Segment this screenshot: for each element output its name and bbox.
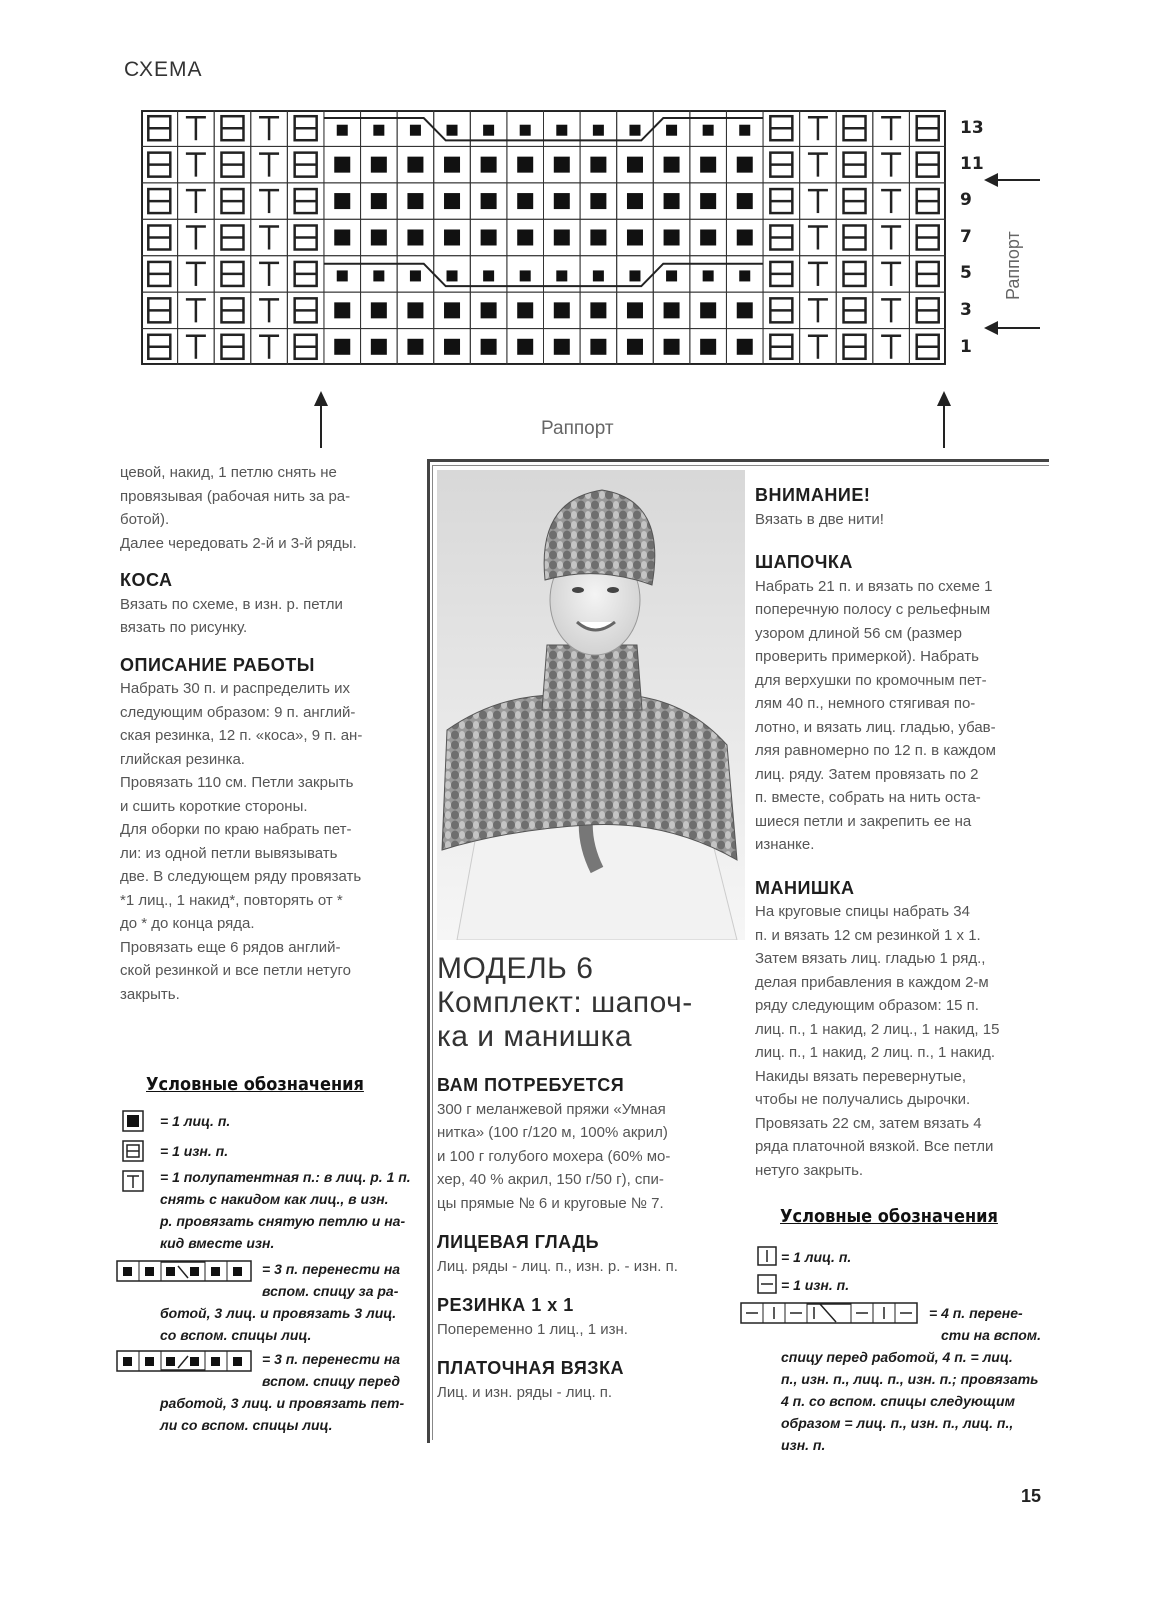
legend-cable-line: = 4 п. перене-	[929, 1305, 1023, 1321]
legend-tuck-line: = 1 полупатентная п.: в лиц. р. 1 п.	[160, 1169, 411, 1185]
left-arrow-icon	[982, 318, 1042, 338]
kosa-line: Вязать по схеме, в изн. р. петли	[120, 595, 343, 613]
knit-symbol	[334, 157, 350, 173]
page-number: 15	[1021, 1486, 1042, 1506]
knit-symbol	[666, 125, 677, 136]
knit-symbol	[371, 339, 387, 355]
knit-symbol	[371, 193, 387, 209]
text-line: ляя равномерно по 12 п. в каждом	[755, 742, 996, 759]
needs-line: хер, 40 % акрил, 150 г/50 г), спи-	[437, 1171, 664, 1188]
knit-symbol	[629, 270, 640, 281]
knit-symbol	[737, 157, 753, 173]
knit-symbol	[407, 193, 423, 209]
knit-symbol	[444, 339, 460, 355]
knit-symbol	[373, 125, 384, 136]
knit-symbol	[629, 125, 640, 136]
knit-symbol	[371, 230, 387, 246]
frame-line	[427, 459, 430, 1443]
garter-heading: ПЛАТОЧНАЯ ВЯЗКА	[437, 1358, 625, 1378]
knit-symbol	[373, 270, 384, 281]
text-line: Затем вязать лиц. гладью 1 ряд.,	[755, 950, 986, 967]
legend-purl-text: = 1 изн. п.	[160, 1143, 229, 1159]
text-line: глийская резинка.	[120, 750, 245, 768]
knit-symbol	[737, 302, 753, 318]
knit-symbol	[444, 302, 460, 318]
legend-cable-line: образом = лиц. п., изн. п., лиц. п.,	[781, 1415, 1014, 1431]
legend-tuck-line: кид вместе изн.	[160, 1235, 275, 1251]
knit-symbol	[481, 230, 497, 246]
text-line: лотно, и вязать лиц. гладью, убав-	[755, 718, 996, 736]
knit-symbol	[371, 302, 387, 318]
knit-symbol	[337, 125, 348, 136]
row-number: 7	[960, 227, 972, 247]
attention-heading: ВНИМАНИЕ!	[755, 485, 871, 505]
legend-cable-line: сти на вспом.	[941, 1327, 1042, 1343]
legend-purl-text: = 1 изн. п.	[781, 1277, 850, 1293]
text-line: до * до конца ряда.	[120, 915, 255, 932]
text-line: изнанке.	[755, 836, 815, 853]
row-number: 9	[960, 190, 972, 210]
text-line: лям 40 п., немного стягивая по-	[755, 695, 976, 712]
text-line: закрыть.	[120, 985, 180, 1003]
text-line: ской резинкой и все петли нетуго	[120, 962, 351, 979]
text-line: чтобы не получались дырочки.	[755, 1091, 971, 1108]
knit-symbol	[590, 339, 606, 355]
legend-cable-back-line: со вспом. спицы лиц.	[160, 1327, 312, 1343]
legend-cable-front-line: = 3 п. перенести на	[262, 1351, 401, 1367]
knit-symbol	[703, 125, 714, 136]
needs-heading: ВАМ ПОТРЕБУЕТСЯ	[437, 1075, 625, 1095]
knit-symbol	[481, 339, 497, 355]
text-line: лиц. п., 1 накид, 2 лиц., 1 накид, 15	[755, 1020, 1000, 1038]
hat-text	[755, 575, 1047, 857]
text-line: следующим образом: 9 п. англий-	[120, 703, 356, 721]
knit-symbol	[593, 270, 604, 281]
text-line: п. и вязать 12 см резинкой 1 х 1.	[755, 926, 981, 944]
knit-symbol	[590, 157, 606, 173]
legend-tuck-line: р. провязать снятую петлю и на-	[160, 1213, 406, 1229]
legend-tuck	[160, 1166, 420, 1254]
knit-symbol	[554, 193, 570, 209]
intro-line: Далее чередовать 2-й и 3-й ряды.	[120, 534, 357, 552]
knit-symbol	[627, 302, 643, 318]
up-arrow-icon	[934, 390, 954, 450]
knit-symbol	[444, 193, 460, 209]
knit-symbol	[627, 230, 643, 246]
left-arrow-icon	[982, 170, 1042, 190]
knit-symbol	[556, 125, 567, 136]
text-line: ряда платочной вязкой. Все петли	[755, 1138, 994, 1155]
knit-symbol	[410, 125, 421, 136]
knit-symbol	[664, 193, 680, 209]
legend-cable-front-line: ли со вспом. спицы лиц.	[160, 1417, 333, 1433]
knit-symbol	[517, 157, 533, 173]
intro-line: провязывая (рабочая нить за ра-	[120, 487, 351, 505]
row-number: 1	[960, 337, 972, 357]
legend-cable-line: 4 п. со вспом. спицы следующим	[781, 1393, 1015, 1409]
knit-symbol	[554, 157, 570, 173]
legend-cable	[781, 1302, 1047, 1456]
knit-symbol	[444, 230, 460, 246]
right-column	[755, 484, 1047, 1182]
frame-line	[427, 459, 1049, 462]
model-title	[437, 952, 742, 1054]
knit-symbol	[444, 157, 460, 173]
legend-cable-back-line: ботой, 3 лиц. и провязать 3 лиц.	[160, 1305, 397, 1321]
rapport-vertical-label: Раппорт	[1003, 231, 1023, 300]
work-heading: ОПИСАНИЕ РАБОТЫ	[120, 654, 315, 675]
garter-text: Лиц. и изн. ряды - лиц. п.	[437, 1383, 613, 1401]
legend-cable-line: п., изн. п., лиц. п., изн. п.; провязать	[781, 1371, 1039, 1387]
dickey-heading: МАНИШКА	[755, 877, 855, 898]
rib-text: Попеременно 1 лиц., 1 изн.	[437, 1320, 628, 1338]
legend-cable-line: изн. п.	[781, 1437, 826, 1453]
knit-symbol	[590, 193, 606, 209]
rib-heading: РЕЗИНКА 1 х 1	[437, 1295, 574, 1315]
text-line: и сшить короткие стороны.	[120, 797, 308, 815]
knit-symbol	[334, 302, 350, 318]
knit-symbol	[590, 230, 606, 246]
knit-symbol	[481, 193, 497, 209]
model-number: МОДЕЛЬ 6	[437, 952, 594, 985]
kosa-line: вязать по рисунку.	[120, 619, 248, 636]
text-line: Провязать 22 см, затем вязать 4	[755, 1114, 982, 1132]
knit-symbol	[737, 230, 753, 246]
text-line: поперечную полосу с рельефным	[755, 601, 991, 618]
row-number: 5	[960, 263, 972, 283]
legend-cable-front	[160, 1348, 410, 1436]
knit-symbol	[483, 270, 494, 281]
knit-symbol	[517, 339, 533, 355]
knit-symbol	[334, 193, 350, 209]
knit-symbol	[666, 270, 677, 281]
knit-symbol	[407, 302, 423, 318]
needs-line: и 100 г голубого мохера (60% мо-	[437, 1147, 671, 1165]
knit-symbol	[410, 270, 421, 281]
legend-cable-back	[160, 1258, 410, 1346]
left-column	[120, 461, 410, 1006]
knit-symbol	[334, 339, 350, 355]
text-line: Провязать 110 см. Петли закрыть	[120, 774, 354, 791]
work-text	[120, 677, 410, 1006]
dickey-text	[755, 900, 1047, 1182]
purl-stitch-icon	[122, 1140, 144, 1162]
knit-symbol	[517, 193, 533, 209]
knit-symbol	[517, 230, 533, 246]
intro-line: ботой).	[120, 511, 170, 528]
row-number: 11	[960, 154, 984, 174]
knit-symbol	[590, 302, 606, 318]
knit-symbol	[739, 270, 750, 281]
knit-symbol	[700, 230, 716, 246]
text-line: Набрать 30 п. и распределить их	[120, 680, 350, 697]
knit-symbol	[407, 339, 423, 355]
needs-line: 300 г меланжевой пряжи «Умная	[437, 1100, 666, 1118]
stockinette-text: Лиц. ряды - лиц. п., изн. р. - изн. п.	[437, 1257, 678, 1275]
text-line: Набрать 21 п. и вязать по схеме 1	[755, 577, 993, 595]
knit-symbol	[407, 230, 423, 246]
knit-symbol	[700, 302, 716, 318]
row-number: 13	[960, 118, 984, 138]
text-line: ряду следующим образом: 15 п.	[755, 997, 979, 1014]
stockinette-heading: ЛИЦЕВАЯ ГЛАДЬ	[437, 1232, 600, 1252]
knit-symbol	[664, 339, 680, 355]
text-line: шиеся петли и закрепить ее на	[755, 812, 972, 830]
text-line: ская резинка, 12 п. «коса», 9 п. ан-	[120, 727, 363, 744]
knit-symbol	[520, 270, 531, 281]
text-line: две. В следующем ряду провязать	[120, 868, 362, 885]
knit-symbol	[517, 302, 533, 318]
knit-stitch-icon	[122, 1110, 144, 1132]
text-line: проверить примеркой). Набрать	[755, 648, 979, 665]
knit-symbol	[334, 230, 350, 246]
text-line: Для оборки по краю набрать пет-	[120, 821, 352, 838]
intro-line: цевой, накид, 1 петлю снять не	[120, 464, 337, 481]
legend-title: Условные обозначения	[146, 1074, 364, 1095]
text-line: нетуго закрыть.	[755, 1161, 864, 1179]
knit-symbol	[703, 270, 714, 281]
knit-symbol	[447, 270, 458, 281]
schema-title: СХЕМА	[124, 58, 203, 81]
kosa-heading: КОСА	[120, 570, 173, 590]
hat-heading: ШАПОЧКА	[755, 552, 853, 572]
knit-symbol	[556, 270, 567, 281]
knitting-chart	[141, 110, 946, 365]
legend-tuck-line: снять с накидом как лиц., в изн.	[160, 1191, 389, 1207]
tuck-stitch-icon	[122, 1170, 144, 1192]
knit-symbol	[700, 193, 716, 209]
legend-knit-text: = 1 лиц. п.	[781, 1249, 852, 1265]
frame-line	[432, 465, 1049, 466]
up-arrow-icon	[311, 390, 331, 450]
knit-symbol	[520, 125, 531, 136]
knit-symbol	[554, 230, 570, 246]
text-line: На круговые спицы набрать 34	[755, 903, 970, 920]
knit-symbol	[627, 339, 643, 355]
legend-knit-text: = 1 лиц. п.	[160, 1113, 231, 1129]
needs-line: нитка» (100 г/120 м, 100% акрил)	[437, 1124, 668, 1141]
knit-symbol	[700, 339, 716, 355]
knit-symbol	[447, 125, 458, 136]
legend-cable-line: спицу перед работой, 4 п. = лиц.	[781, 1349, 1013, 1365]
text-line: *1 лиц., 1 накид*, повторять от *	[120, 891, 343, 909]
knit-symbol	[737, 339, 753, 355]
knit-symbol	[407, 157, 423, 173]
text-line: лиц. п., 1 накид, 2 лиц. п., 1 накид.	[755, 1044, 996, 1061]
knit-symbol	[483, 125, 494, 136]
knit-symbol	[554, 302, 570, 318]
model-subtitle: Комплект: шапоч-	[437, 986, 693, 1019]
needs-line: цы прямые № 6 и круговые № 7.	[437, 1194, 664, 1212]
knit-symbol	[739, 125, 750, 136]
legend-cable-front-line: работой, 3 лиц. и провязать пет-	[160, 1395, 405, 1411]
knit-symbol	[664, 302, 680, 318]
legend-title: Условные обозначения	[780, 1206, 998, 1227]
text-line: ли: из одной петли вывязывать	[120, 844, 338, 862]
text-line: узором длиной 56 см (размер	[755, 624, 962, 642]
knit-symbol	[737, 193, 753, 209]
legend-cable-front-line: вспом. спицу перед	[262, 1373, 401, 1389]
text-line: для верхушки по кромочным пет-	[755, 671, 987, 689]
knit-symbol	[481, 302, 497, 318]
knit-stitch-icon	[757, 1246, 777, 1266]
attention-text: Вязать в две нити!	[755, 510, 884, 528]
row-number: 3	[960, 300, 972, 320]
knit-symbol	[337, 270, 348, 281]
rapport-horizontal-label: Раппорт	[541, 418, 614, 439]
knit-symbol	[664, 230, 680, 246]
center-column	[437, 1074, 727, 1404]
knit-symbol	[481, 157, 497, 173]
legend-cable-back-line: = 3 п. перенести на	[262, 1261, 401, 1277]
knit-symbol	[627, 193, 643, 209]
knit-symbol	[554, 339, 570, 355]
model-photo	[437, 470, 745, 940]
knit-symbol	[371, 157, 387, 173]
knit-symbol	[627, 157, 643, 173]
purl-stitch-icon	[757, 1274, 777, 1294]
knit-symbol	[700, 157, 716, 173]
knit-symbol	[664, 157, 680, 173]
text-line: п. вместе, собрать на нить оста-	[755, 789, 981, 806]
knit-symbol	[593, 125, 604, 136]
frame-line	[432, 465, 433, 1440]
text-line: Провязать еще 6 рядов англий-	[120, 938, 341, 956]
text-line: лиц. ряду. Затем провязать по 2	[755, 765, 979, 783]
text-line: Накиды вязать перевернутые,	[755, 1067, 967, 1085]
text-line: делая прибавления в каждом 2-м	[755, 973, 989, 991]
legend-cable-back-line: вспом. спицу за ра-	[262, 1283, 399, 1299]
model-subtitle: ка и манишка	[437, 1020, 633, 1053]
